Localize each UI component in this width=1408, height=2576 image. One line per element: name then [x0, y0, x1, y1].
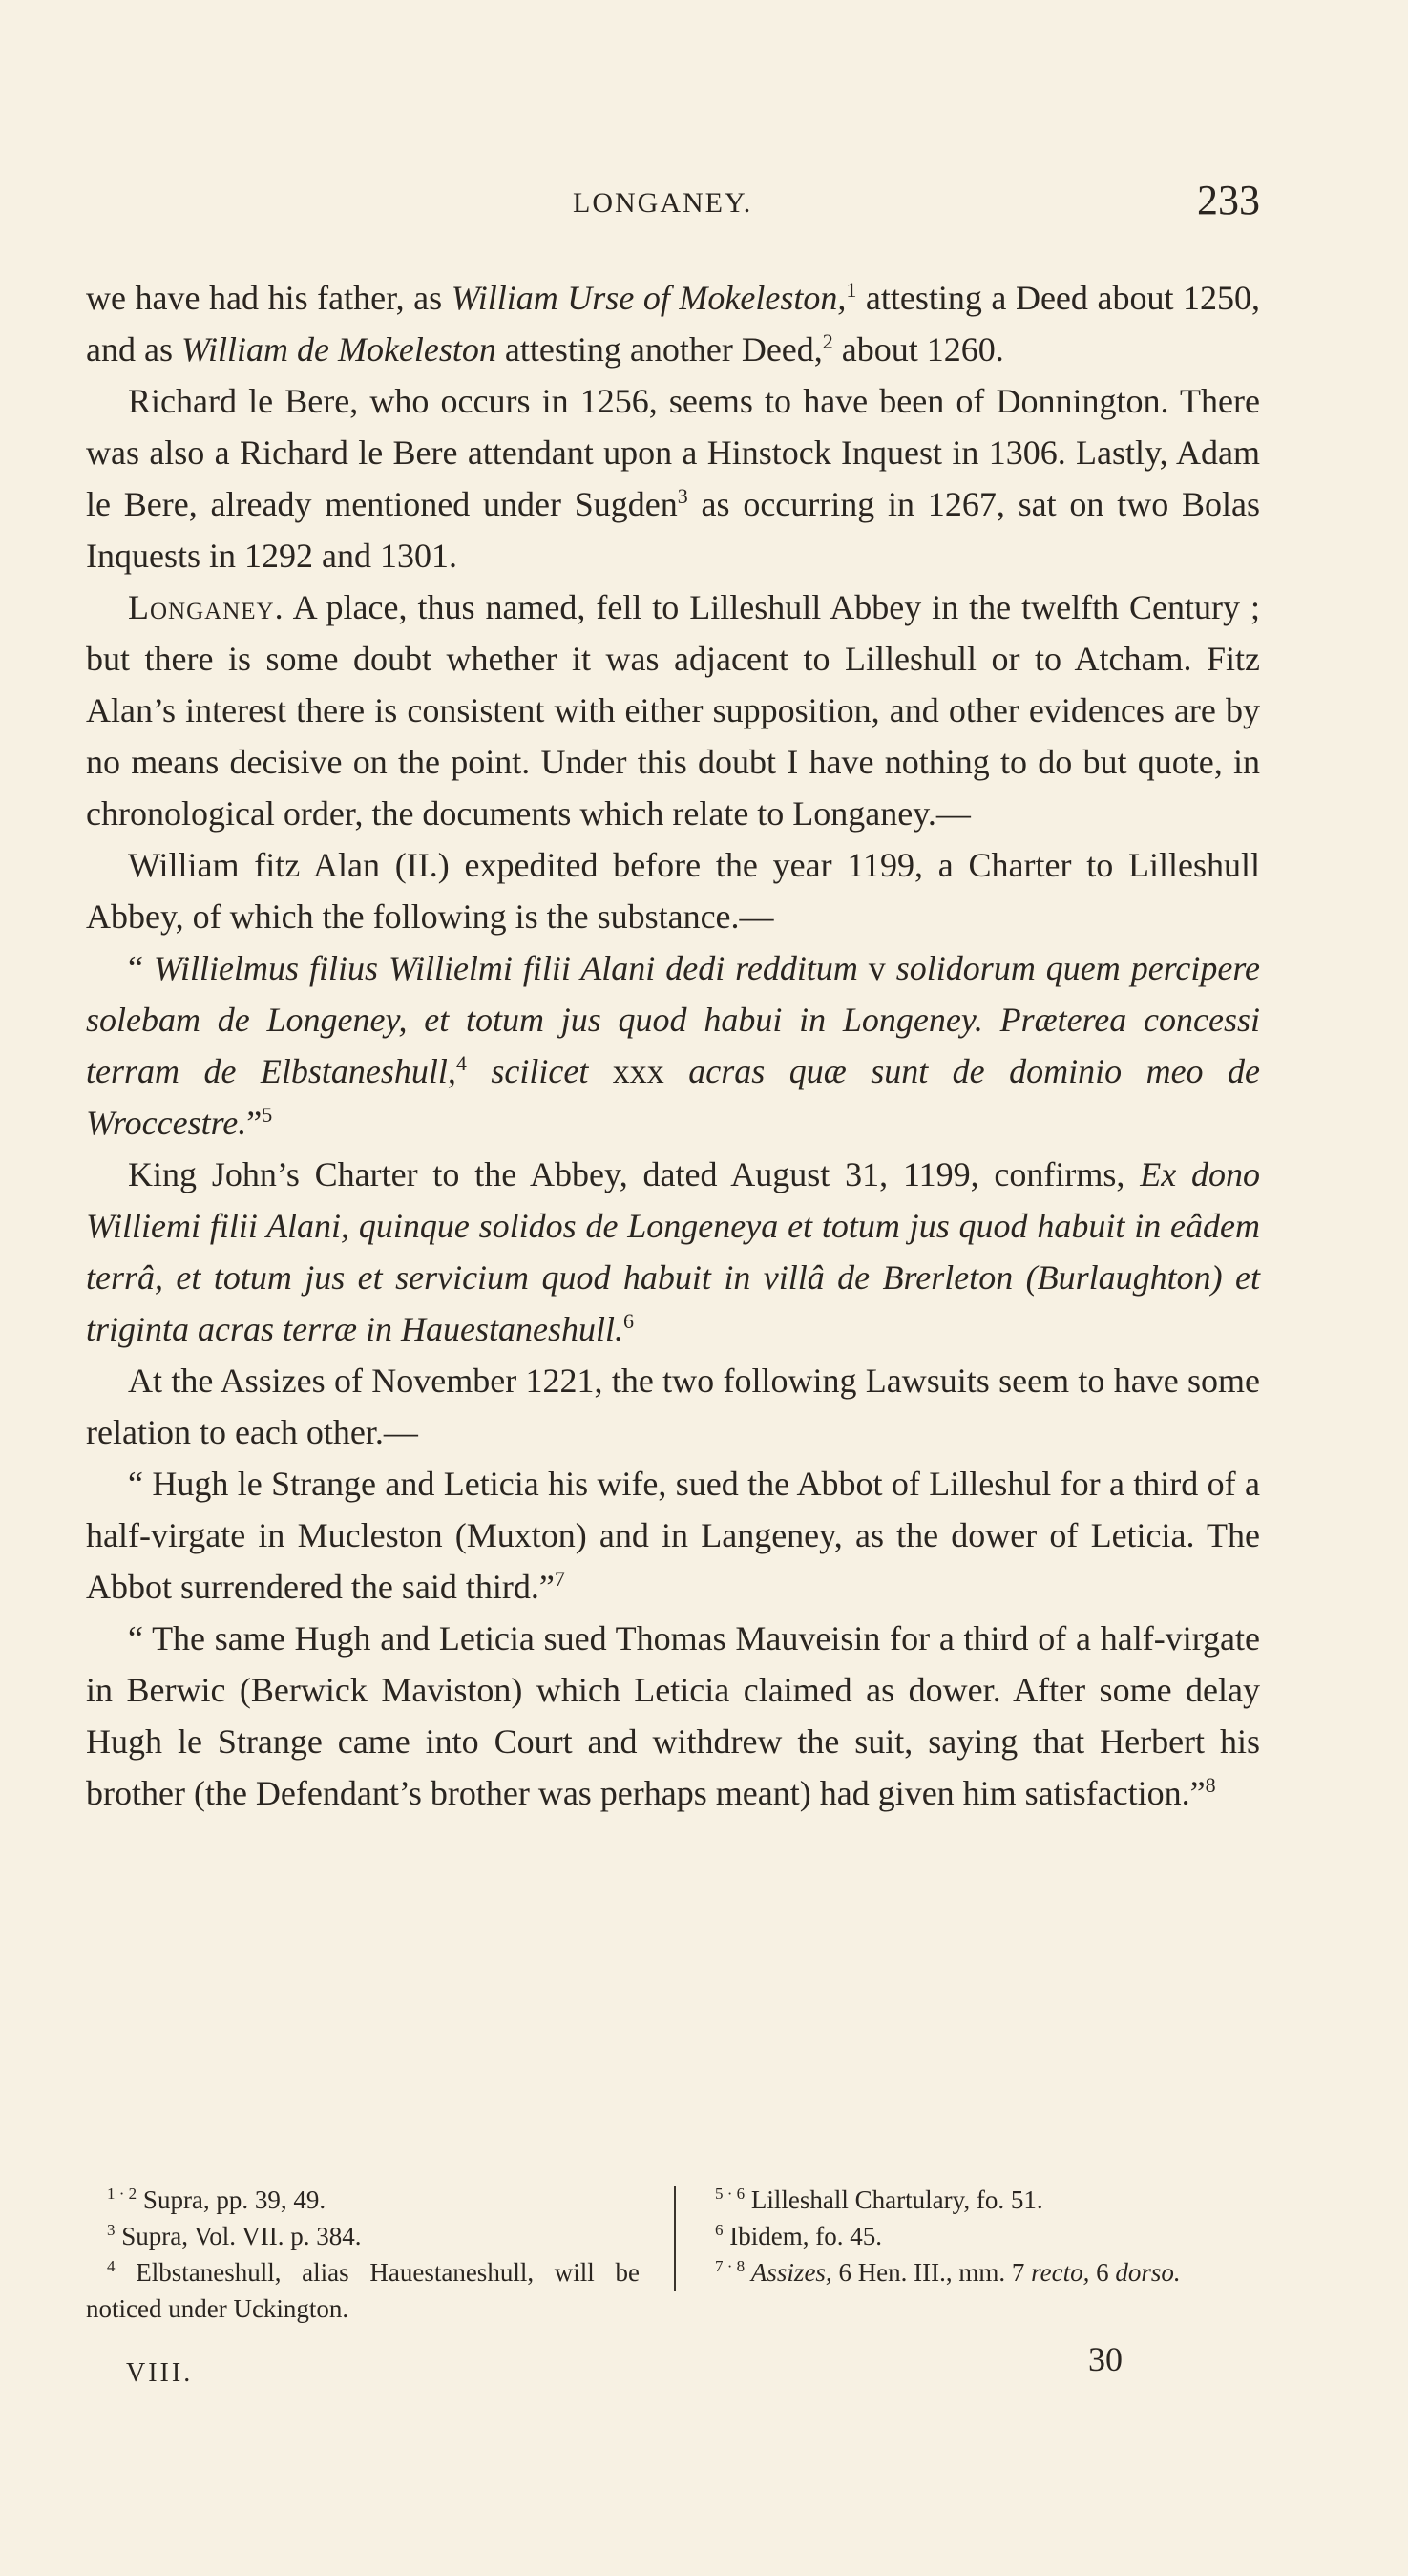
text-run: William fitz Alan (II.) expedited before the year 1199, a Charter to Lilleshull Abbey, of which the following is the substance.—: [86, 846, 1260, 936]
footnote-marker: 3: [677, 484, 688, 508]
paragraph: [86, 272, 1260, 375]
latin-text: William de Mokeleston: [180, 330, 496, 369]
text-run: about 1260.: [832, 330, 1004, 369]
text-run: ”: [246, 1104, 263, 1142]
footnote: [86, 2182, 640, 2218]
text-run: “: [128, 949, 154, 987]
footnote: [86, 2218, 640, 2254]
text-run: Ibidem, fo. 45.: [723, 2222, 882, 2250]
footnote-marker: 3: [107, 2221, 116, 2239]
text-run: “ The same Hugh and Leticia sued Thomas Mauveisin for a third of a half-virgate in Berwic (Berwick Maviston) which Leticia claimed as dower. After some delay Hugh le Strange came into Court and withdrew the suit, saying that Herbert his brother (the Defendant’s brother was perhaps meant) had given him satisfaction.”: [86, 1619, 1260, 1812]
footnote: [694, 2218, 1260, 2254]
footnote-marker: 5: [262, 1103, 273, 1127]
signature-mark: VIII.: [126, 2358, 194, 2388]
page-number: 233: [1197, 177, 1260, 223]
text-run: A place, thus named, fell to Lilleshull Abbey in the twelfth Century ; but there is some doubt whether it was adjacent to Lilleshull or to Atcham. Fitz Alan’s interest there is consistent with either supposition, and other evidences are by no means decisive on the point. Under this doubt I have nothing to do but quote, in chronological order, the documents which relate to Longaney.—: [86, 588, 1260, 833]
footnote-marker: 7: [554, 1567, 565, 1591]
latin-text: Assizes,: [750, 2258, 832, 2287]
paragraph: [86, 1458, 1260, 1613]
text-run: attesting a Deed about 1250, and as: [86, 279, 1261, 369]
latin-text: dorso.: [1115, 2258, 1181, 2287]
paragraph: [86, 942, 1260, 1149]
latin-text: William Urse of Mokeleston,: [451, 279, 847, 317]
latin-text: Willielmus filius Willielmi filii Alani dedi redditum: [153, 949, 858, 987]
folio-number: 30: [1088, 2340, 1123, 2378]
text-run: Elbstaneshull, alias Hauestaneshull, will be noticed under Uckington.: [86, 2258, 640, 2323]
paragraph: [86, 1355, 1260, 1458]
footnote: [694, 2254, 1260, 2291]
text-run: attesting another Deed,: [495, 330, 823, 369]
footnote: [694, 2182, 1260, 2218]
footnote-marker: 1: [846, 278, 857, 302]
footnote-marker: 5 · 6: [715, 2185, 746, 2203]
paragraph: [86, 1613, 1260, 1819]
latin-text: Ex dono Williemi filii Alani, quinque solidos de Longeneya et totum jus quod habuit in eâdem terrâ, et totum jus et servicium quod habuit in villâ de Brerleton (Burlaughton) et triginta acras terræ in Hauestaneshull.: [86, 1155, 1261, 1348]
text-run: xxx: [588, 1052, 689, 1090]
text-run: 6 Hen. III., mm. 7: [831, 2258, 1032, 2287]
footnote-column-divider: [674, 2186, 676, 2291]
latin-text: scilicet: [491, 1052, 589, 1090]
text-run: “ Hugh le Strange and Leticia his wife, sued the Abbot of Lilleshul for a third of a half-virgate in Mucleston (Muxton) and in Langeney, as the dower of Leticia. The Abbot surrendered the said third.”: [86, 1465, 1260, 1606]
footnote-marker: 4: [455, 1051, 467, 1075]
paragraph: [86, 581, 1260, 839]
text-run: Supra, Vol. VII. p. 384.: [115, 2222, 362, 2250]
paragraph: [86, 839, 1260, 942]
body-text: [86, 272, 1260, 1819]
text-run: Richard le Bere, who occurs in 1256, seems to have been of Donnington. There was also a Richard le Bere attendant upon a Hinstock Inquest in 1306. Lastly, Adam le Bere, already mentioned under Sugden: [86, 382, 1260, 523]
footnote-marker: 1 · 2: [107, 2185, 137, 2203]
latin-text: solidorum quem percipere solebam de Longeney, et totum jus quod habui in Longeney. Præterea concessi terram de Elbstaneshull,: [86, 949, 1261, 1090]
text-run: we have had his father, as: [86, 279, 452, 317]
paragraph: [86, 375, 1260, 581]
latin-text: recto,: [1031, 2258, 1090, 2287]
footnote-marker: 2: [822, 329, 833, 353]
text-run: At the Assizes of November 1221, the two following Lawsuits seem to have some relation to each other.—: [86, 1362, 1260, 1451]
footnote: [86, 2254, 640, 2327]
footnote-marker: 6: [715, 2221, 724, 2239]
paragraph: [86, 1149, 1260, 1355]
text-run: v: [857, 949, 896, 987]
footnotes-right-column: [694, 2182, 1260, 2291]
footnotes-left-column: [86, 2182, 640, 2327]
text-run: as occurring in 1267, sat on two Bolas Inquests in 1292 and 1301.: [86, 485, 1260, 575]
footnote-marker: 8: [1205, 1773, 1216, 1797]
footnote-marker: 6: [623, 1309, 635, 1333]
text-run: King John’s Charter to the Abbey, dated August 31, 1199, confirms,: [128, 1155, 1141, 1193]
footnote-marker: 7 · 8: [715, 2257, 746, 2275]
section-heading: Longaney.: [128, 588, 284, 626]
latin-text: acras quæ sunt de dominio meo de Wroccestre.: [86, 1052, 1261, 1142]
text-run: [745, 2258, 751, 2287]
text-run: Supra, pp. 39, 49.: [137, 2185, 326, 2214]
text-run: [467, 1052, 491, 1090]
text-run: Lilleshall Chartulary, fo. 51.: [745, 2185, 1043, 2214]
text-run: 6: [1089, 2258, 1116, 2287]
footnote-marker: 4: [107, 2257, 116, 2275]
running-title: LONGANEY.: [573, 187, 753, 219]
